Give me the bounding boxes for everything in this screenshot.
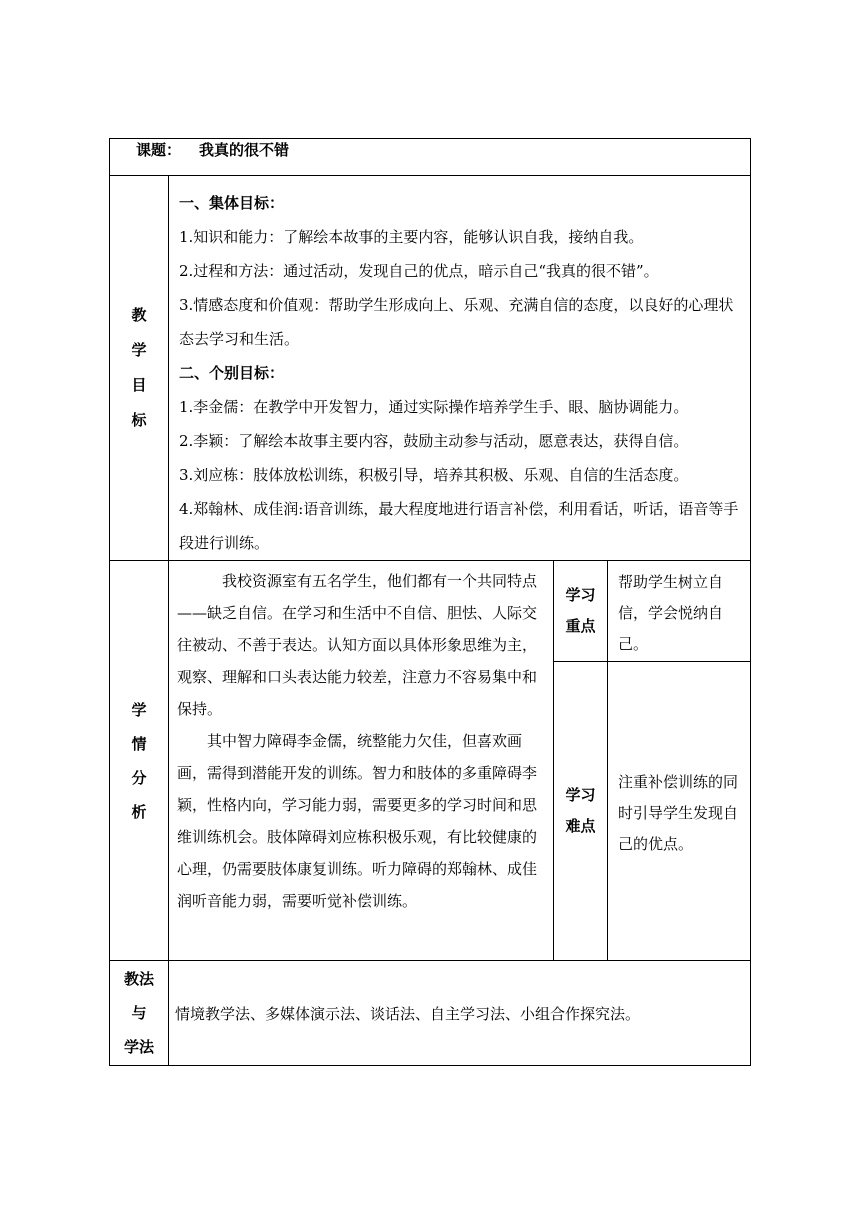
lesson-title xyxy=(110,139,751,176)
objective-item: 3.刘应栋：肢体放松训练，积极引导，培养其积极、乐观、自信的生活态度。 xyxy=(179,466,689,484)
lesson-plan-table xyxy=(109,138,751,1066)
group-objectives-heading: 一、集体目标： xyxy=(179,194,285,212)
title-label: 课题： xyxy=(136,141,182,159)
key-point-label-line: 学习 xyxy=(565,586,596,604)
side-char: 目 xyxy=(131,376,147,394)
side-char: 情 xyxy=(131,734,147,753)
objectives-row xyxy=(110,176,751,561)
key-point-label-line: 重点 xyxy=(565,617,596,635)
objective-item: 2.过程和方法：通过活动，发现自己的优点，暗示自己“我真的很不错”。 xyxy=(179,262,659,280)
difficulty-label-line: 学习 xyxy=(565,786,596,804)
title-value: 我真的很不错 xyxy=(199,141,290,159)
methods-side-label xyxy=(110,961,169,1066)
analysis-side-label xyxy=(110,561,169,961)
methods-content: 情境教学法、多媒体演示法、谈话法、自主学习法、小组合作探究法。 xyxy=(169,961,751,1066)
analysis-paragraph: 我校资源室有五名学生，他们都有一个共同特点——缺乏自信。在学习和生活中不自信、胆怯、人际交往被动、不善于表达。认知方面以具体形象思维为主，观察、理解和口头表达能力较差，注意力不容易集中和保持。 xyxy=(177,572,538,718)
difficulty-label-line: 难点 xyxy=(565,817,596,835)
objectives-side-label xyxy=(110,176,169,561)
objective-item: 4.郑翰林、成佳润:语音训练，最大程度地进行语言补偿，利用看话，听话，语音等手段进行训练。 xyxy=(179,500,739,552)
key-point-label xyxy=(554,561,608,662)
objectives-content xyxy=(169,176,751,561)
methods-row xyxy=(110,961,751,1066)
side-char: 学 xyxy=(131,341,147,359)
objective-item: 2.李颖：了解绘本故事主要内容，鼓励主动参与活动，愿意表达，获得自信。 xyxy=(179,432,689,450)
side-char: 学 xyxy=(131,700,147,719)
title-row xyxy=(110,139,751,176)
objective-item: 1.李金儒：在教学中开发智力，通过实际操作培养学生手、眼、脑协调能力。 xyxy=(179,398,689,416)
side-char: 分 xyxy=(131,768,147,787)
analysis-row-top xyxy=(110,561,751,662)
key-point-text: 帮助学生树立自信，学会悦纳自己。 xyxy=(608,561,751,662)
side-char: 学法 xyxy=(123,1038,154,1056)
side-char: 析 xyxy=(131,802,147,821)
analysis-content xyxy=(169,561,554,961)
objective-item: 1.知识和能力：了解绘本故事的主要内容，能够认识自我，接纳自我。 xyxy=(179,228,644,246)
side-char: 教 xyxy=(131,306,147,324)
side-char: 与 xyxy=(131,1004,147,1022)
individual-objectives-heading: 二、个别目标： xyxy=(179,364,285,382)
difficulty-label xyxy=(554,662,608,961)
analysis-paragraph: 其中智力障碍李金儒，统整能力欠佳，但喜欢画画，需得到潜能开发的训练。智力和肢体的多重障碍李颖，性格内向，学习能力弱，需要更多的学习时间和思维训练机会。肢体障碍刘应栋积极乐观，有比较健康的心理，仍需要肢体康复训练。听力障碍的郑翰林、成佳润听音能力弱，需要听觉补偿训练。 xyxy=(177,732,538,910)
difficulty-text: 注重补偿训练的同时引导学生发现自己的优点。 xyxy=(608,662,751,961)
lesson-plan-document xyxy=(109,138,750,1066)
side-char: 教法 xyxy=(123,970,154,988)
objective-item: 3.情感态度和价值观：帮助学生形成向上、乐观、充满自信的态度，以良好的心理状态去学习和生活。 xyxy=(179,296,734,348)
side-char: 标 xyxy=(131,411,147,429)
